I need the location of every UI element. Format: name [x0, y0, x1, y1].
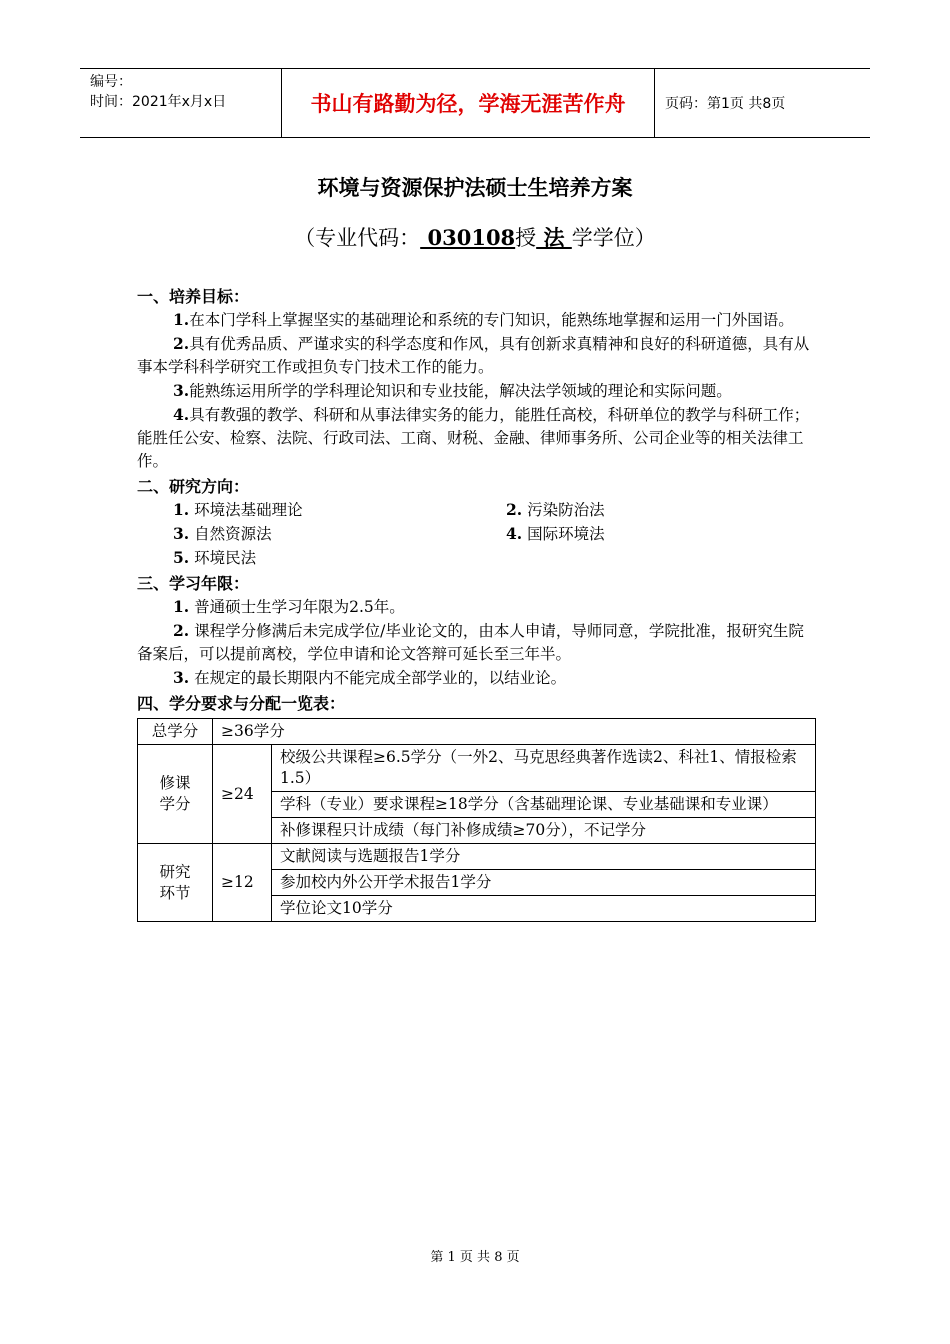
document-subtitle — [0, 222, 950, 252]
duration-item: 2. 课程学分修满后未完成学位/毕业论文的，由本人申请，导师同意，学院批准，报研究生院备案后，可以提前离校，学位申请和论文答辩可延长至三年半。 — [137, 621, 804, 663]
section-heading-duration: 三、学习年限： — [137, 574, 250, 593]
goal-item: 3.能熟练运用所学的学科理论知识和专业技能，解决法学领域的理论和实际问题。 — [173, 381, 732, 400]
goal-item: 2.具有优秀品质、严谨求实的科学态度和作风，具有创新求真精神和良好的科研道德，具有从事本学科科学研究工作或担负专门技术工作的能力。 — [137, 334, 810, 376]
major-code: 030108 — [420, 225, 516, 250]
direction-item: 1. 环境法基础理论 — [173, 500, 303, 519]
total-credits-label: 总学分 — [138, 719, 213, 745]
credits-table — [137, 718, 816, 922]
header-motto: 书山有路勤为径，学海无涯苦作舟 — [282, 69, 655, 137]
time-label: 时间：2021年x月x日 — [90, 94, 227, 110]
document-title: 环境与资源保护法硕士生培养方案 — [317, 175, 633, 200]
research-item: 学位论文10学分 — [272, 896, 816, 922]
direction-item: 5. 环境民法 — [173, 548, 257, 567]
section-heading-goals: 一、培养目标： — [137, 287, 250, 306]
course-credits-label: 修课 学分 — [138, 745, 213, 844]
section-heading-credits: 四、学分要求与分配一览表： — [137, 694, 346, 713]
research-item: 文献阅读与选题报告1学分 — [272, 844, 816, 870]
header-meta — [80, 69, 282, 137]
research-item: 参加校内外公开学术报告1学分 — [272, 870, 816, 896]
table-row — [138, 844, 816, 870]
course-item: 补修课程只计成绩（每门补修成绩≥70分），不记学分 — [272, 818, 816, 844]
table-row — [138, 745, 816, 792]
research-credits-label: 研究 环节 — [138, 844, 213, 922]
duration-item: 1. 普通硕士生学习年限为2.5年。 — [173, 597, 405, 616]
research-credits-value: ≥12 — [213, 844, 272, 922]
course-item: 校级公共课程≥6.5学分（一外2、马克思经典著作选读2、科社1、情报检索1.5） — [272, 745, 816, 792]
header-page-info: 页码：第1页 共8页 — [665, 96, 786, 112]
goal-item: 4.具有教强的教学、科研和从事法律实务的能力，能胜任高校，科研单位的教学与科研工作；能胜任公安、检察、法院、行政司法、工商、财税、金融、律师事务所、公司企业等的相关法律工作。 — [137, 405, 810, 470]
subtitle-grant: 授 — [515, 226, 537, 250]
section-heading-directions: 二、研究方向： — [137, 477, 250, 496]
direction-item: 4. 国际环境法 — [506, 524, 605, 543]
subtitle-prefix: （专业代码： — [294, 226, 421, 250]
course-item: 学科（专业）要求课程≥18学分（含基础理论课、专业基础课和专业课） — [272, 792, 816, 818]
direction-item: 3. 自然资源法 — [173, 524, 272, 543]
course-credits-value: ≥24 — [213, 745, 272, 844]
table-row — [138, 719, 816, 745]
goal-item: 1.在本门学科上掌握坚实的基础理论和系统的专门知识，能熟练地掌握和运用一门外国语。 — [173, 310, 794, 329]
duration-item: 3. 在规定的最长期限内不能完成全部学业的，以结业论。 — [173, 668, 567, 687]
subtitle-suffix: 学学位） — [571, 226, 656, 250]
number-label: 编号： — [90, 74, 132, 90]
page-header — [80, 68, 870, 138]
total-credits-value: ≥36学分 — [213, 719, 816, 745]
direction-item: 2. 污染防治法 — [506, 500, 605, 519]
document-body — [137, 283, 817, 922]
directions-list — [137, 498, 817, 570]
degree-type: 法 — [536, 225, 572, 250]
page-footer: 第 1 页 共 8 页 — [430, 1250, 520, 1265]
